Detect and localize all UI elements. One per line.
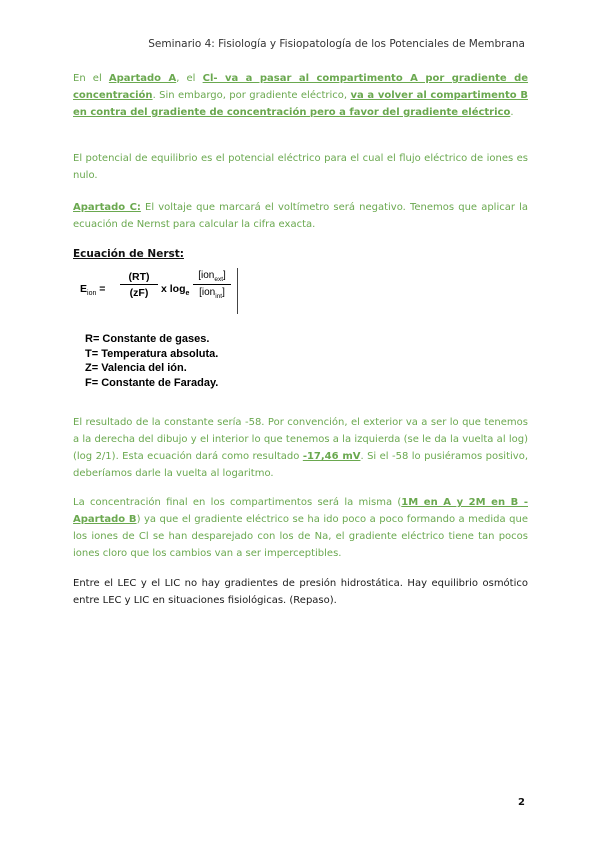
definition-item: T= Temperatura absoluta. — [85, 347, 219, 360]
ratio-numerator: [ion$_{ext}$] — [193, 270, 231, 285]
p1-text-1: En el — [73, 73, 109, 84]
p4-result-value: -17,46 mV — [302, 451, 361, 462]
paragraph-apartado-a — [73, 70, 528, 121]
p4-text-2: . Si el -58 lo pusiéramos positivo, deberíamos darle la vuelta al logaritmo. — [73, 451, 529, 479]
equation-log-term: x $\log_e$ — [161, 283, 190, 298]
ratio-denominator: [ion$_{int}$] — [199, 287, 225, 300]
p1-apartado-a-label: Apartado A — [108, 73, 177, 84]
paragraph-apartado-c — [73, 199, 528, 233]
page-number: 2 — [518, 797, 525, 808]
equation-divider-line — [237, 268, 238, 314]
definition-item: R= Constante de gases. — [85, 333, 210, 345]
paragraph-result — [73, 414, 528, 482]
equation-ion-ratio — [193, 270, 231, 300]
paragraph-lec-lic: Entre el LEC y el LIC no hay gradientes de presión hidrostática. Hay equilibrio osmótico entre LEC y LIC en situaciones fisiológicas. (Repaso). — [73, 578, 528, 606]
p1-electric-gradient-highlight: va a volver al compartimento B en contra del gradiente de concentración pero a favor del gradiente eléctrico — [73, 90, 528, 118]
definition-item: F= Constante de Faraday. — [85, 376, 219, 389]
equation-rt-zf-fraction — [120, 271, 158, 299]
p5-text-2: ) ya que el gradiente eléctrico se ha ido poco a poco formando a medida que los iones de Cl se han desparejado con los de Na, el gradiente eléctrico tiene tan pocos iones cloro que los cambios van a ser imperceptibles. — [73, 514, 528, 559]
p4-text-1: El resultado de la constante sería -58. Por convención, el exterior va a ser lo que tenemos a la derecha del dibujo y el interior lo que tenemos a la izquierda (se le da la vuelta al log) (log 2/1). Esta ecuación dará como resultado — [73, 417, 528, 462]
p1-text-3: . Sin embargo, por gradiente eléctrico, — [152, 90, 351, 101]
definition-item: Z= Valencia del ión. — [85, 362, 187, 374]
p3-text: El voltaje que marcará el voltímetro será negativo. Tenemos que aplicar la ecuación de Nernst para calcular la cifra exacta. — [73, 202, 528, 230]
p5-text-1: La concentración final en los compartimentos será la misma ( — [73, 497, 402, 508]
equation-title: Ecuación de Nerst: — [73, 248, 184, 260]
definitions-list — [85, 332, 218, 390]
p3-apartado-c-label: Apartado C: — [73, 202, 141, 213]
p5-apartado-b-highlight: 1M en A y 2M en B - Apartado B — [73, 497, 528, 525]
nernst-equation — [80, 268, 240, 312]
paragraph-equilibrium-potential: El potencial de equilibrio es el potencial eléctrico para el cual el flujo eléctrico de iones es nulo. — [73, 153, 528, 181]
p1-cl-concentration-highlight: Cl- va a pasar al compartimento A por gradiente de concentración — [73, 73, 529, 101]
page-header: Seminario 4: Fisiología y Fisiopatología de los Potenciales de Membrana — [148, 38, 525, 50]
p1-text-2: , el — [176, 73, 203, 84]
fraction-numerator: (RT) — [120, 271, 158, 285]
equation-lhs: $E_{ion}$ = — [80, 283, 106, 298]
fraction-denominator: (zF) — [129, 287, 149, 299]
p1-text-4: . — [510, 107, 514, 118]
paragraph-final-concentration — [73, 494, 528, 562]
